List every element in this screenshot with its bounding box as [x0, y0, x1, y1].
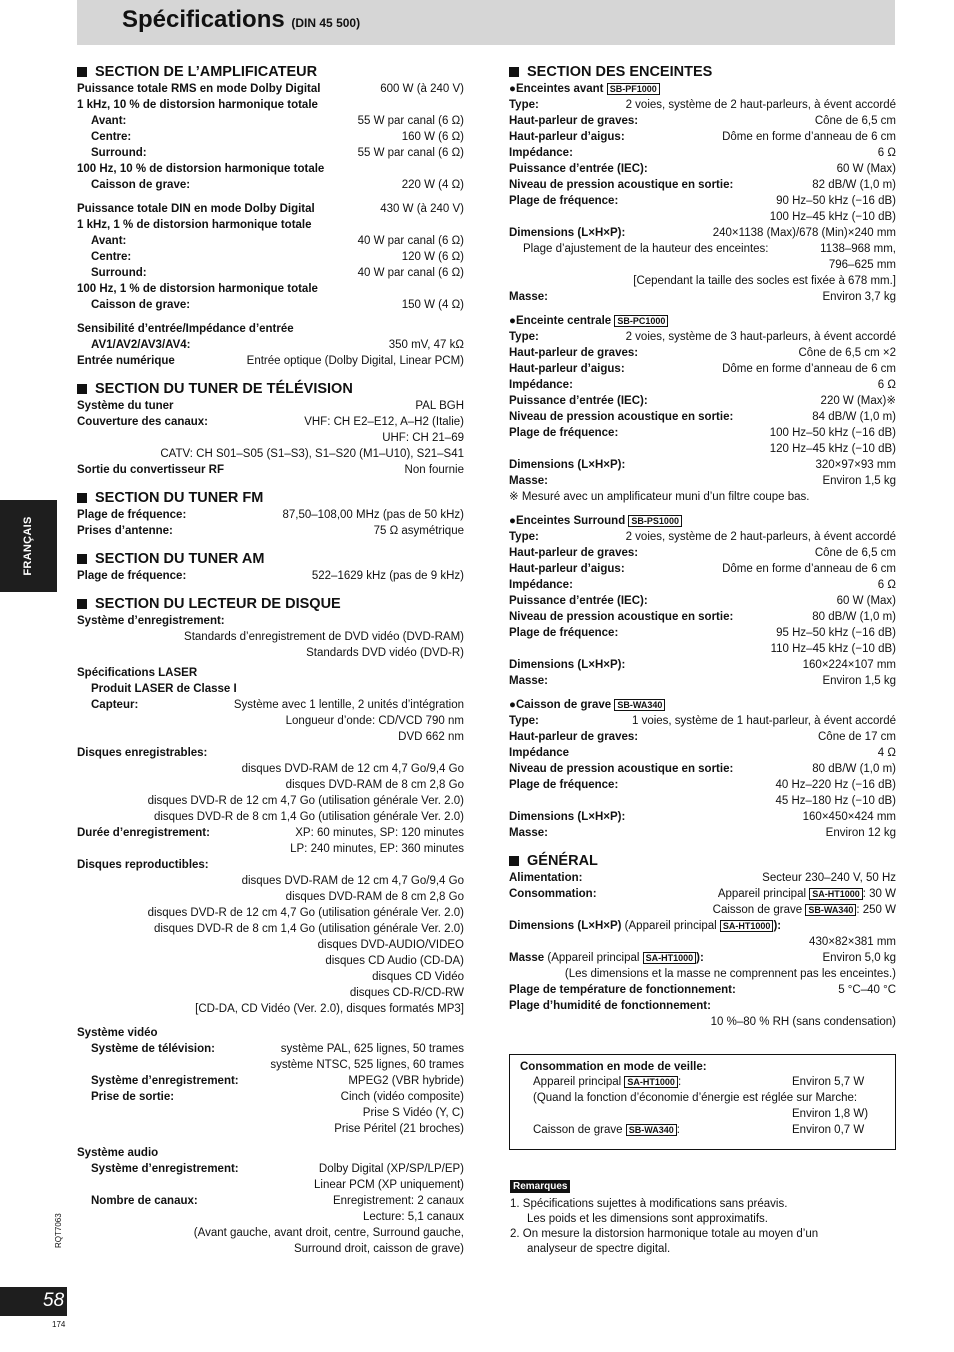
spec-row: Centre: 160 W (6 Ω) [91, 131, 464, 143]
language-tab [0, 500, 57, 592]
spec-value: Standards d’enregistrement de DVD vidéo (DVD-RAM) [184, 631, 464, 643]
spec-row: Caisson de grave: 220 W (4 Ω) [91, 179, 464, 191]
spec-row: Plage d’ajustement de la hauteur des enceintes: 1138–968 mm, [523, 243, 896, 255]
list-item: disques CD Audio (CD-DA) [325, 955, 464, 967]
list-item: disques DVD-RAM de 12 cm 4,7 Go/9,4 Go [241, 763, 464, 775]
spec-subheading: 1 kHz, 1 % de distorsion harmonique totale [77, 219, 312, 231]
footnote: ※ Mesuré avec un amplificateur muni d’un filtre coupe bas. [509, 491, 810, 503]
spec-row: Impédance: 6 Ω [509, 579, 896, 591]
spec-row: Type: 2 voies, système de 2 haut-parleurs, à évent accordé [509, 531, 896, 543]
spec-value: 10 %–80 % RH (sans condensation) [710, 1016, 896, 1028]
model-tag: SB-WA340 [805, 904, 856, 916]
spec-subheading: 100 Hz, 1 % de distorsion harmonique totale [77, 283, 318, 295]
page-number: 58 [43, 1290, 65, 1311]
spec-subheading: Disques enregistrables: [77, 747, 208, 759]
spec-subheading: Système vidéo [77, 1027, 158, 1039]
spec-row: Consommation: Appareil principal SA-HT1000 : 30 W [509, 888, 896, 900]
spec-value: 430×82×381 mm [809, 936, 896, 948]
spec-row: Type: 1 voies, système de 1 haut-parleur, à évent accordé [509, 715, 896, 727]
list-item: disques DVD-R de 8 cm 1,4 Go (utilisation générale Ver. 2.0) [153, 923, 464, 935]
spec-subheading: Système d’enregistrement: [77, 615, 225, 627]
model-tag: SA-HT1000 [809, 888, 863, 900]
spec-row: Nombre de canaux: Enregistrement: 2 canaux [91, 1195, 464, 1207]
spec-value: DVD 662 nm [398, 731, 464, 743]
list-item: disques DVD-RAM de 8 cm 2,8 Go [285, 779, 464, 791]
remarks-list [510, 1197, 818, 1257]
model-tag: SB-PS1000 [628, 515, 682, 527]
standby-main-label: Appareil principal SA-HT1000 : [533, 1076, 682, 1088]
spec-row: Dimensions (L×H×P): 320×97×93 mm [509, 459, 896, 471]
speaker-heading-center: ●Enceinte centrale SB-PC1000 [509, 313, 896, 329]
standby-eco-value: Environ 1,8 W) [792, 1108, 869, 1120]
spec-subheading: Disques reproductibles: [77, 859, 209, 871]
spec-row: Système d’enregistrement: MPEG2 (VBR hybride) [91, 1075, 464, 1087]
model-tag: SA-HT1000 [624, 1076, 678, 1088]
square-bullet-icon [509, 67, 519, 77]
spec-row: Niveau de pression acoustique en sortie: 82 dB/W (1,0 m) [509, 179, 896, 191]
standby-sub-label: Caisson de grave SB-WA340 : [533, 1124, 680, 1136]
section-heading-am-tuner: SECTION DU TUNER AM [77, 551, 464, 567]
spec-value: (Avant gauche, avant droit, centre, Surround gauche, [193, 1227, 464, 1239]
spec-row: Dimensions (L×H×P): 160×224×107 mm [509, 659, 896, 671]
spec-row: Haut-parleur de graves: Cône de 6,5 cm ×2 [509, 347, 896, 359]
spec-value: Prise S Vidéo (Y, C) [362, 1107, 464, 1119]
spec-row: Impédance 4 Ω [509, 747, 896, 759]
list-item: disques DVD-RAM de 12 cm 4,7 Go/9,4 Go [241, 875, 464, 887]
spec-row: Puissance totale DIN en mode Dolby Digital 430 W (à 240 V) [77, 203, 464, 215]
square-bullet-icon [77, 384, 87, 394]
spec-value: (Les dimensions et la masse ne comprennent pas les enceintes.) [564, 968, 896, 980]
spec-value: CATV: CH S01–S05 (S1–S3), S1–S20 (M1–U10), S21–S41 [160, 448, 464, 460]
spec-row: Impédance: 6 Ω [509, 379, 896, 391]
left-column [77, 60, 464, 1257]
spec-value: Surround droit, caisson de grave) [293, 1243, 464, 1255]
section-heading-speakers: SECTION DES ENCEINTES [509, 64, 896, 80]
model-tag: SB-WA340 [626, 1124, 677, 1136]
spec-row: Impédance: 6 Ω [509, 147, 896, 159]
spec-row: Système du tuner PAL BGH [77, 400, 464, 412]
page-title: Spécifications (DIN 45 500) [122, 6, 361, 33]
section-heading-fm-tuner: SECTION DU TUNER FM [77, 490, 464, 506]
list-item: disques DVD-AUDIO/VIDEO [317, 939, 464, 951]
spec-value: 796–625 mm [828, 259, 896, 271]
list-item: disques DVD-R de 8 cm 1,4 Go (utilisation générale Ver. 2.0) [153, 811, 464, 823]
spec-row: Plage de fréquence: 100 Hz–50 kHz (−16 dB) [509, 427, 896, 439]
doc-code: RQT7063 [54, 1213, 63, 1248]
spec-value: Linear PCM (XP uniquement) [314, 1179, 464, 1191]
spec-row: Masse (Appareil principal SA-HT1000 ): Environ 5,0 kg [509, 952, 896, 964]
spec-row: Alimentation: Secteur 230–240 V, 50 Hz [509, 872, 896, 884]
spec-value: Caisson de grave SB-WA340 : 250 W [712, 904, 896, 916]
remarks-label: Remarques [510, 1180, 570, 1193]
remark-item: analyseur de spectre digital. [527, 1243, 671, 1255]
spec-row: Plage de fréquence: 95 Hz–50 kHz (−16 dB) [509, 627, 896, 639]
spec-value: 120 Hz–45 kHz (−10 dB) [769, 443, 896, 455]
spec-row: Dimensions (L×H×P): 160×450×424 mm [509, 811, 896, 823]
spec-row: Plage de fréquence: 90 Hz–50 kHz (−16 dB) [509, 195, 896, 207]
square-bullet-icon [77, 67, 87, 77]
spec-subheading: 1 kHz, 10 % de distorsion harmonique totale [77, 99, 318, 111]
model-tag: SB-WA340 [614, 699, 665, 711]
square-bullet-icon [509, 856, 519, 866]
spec-value: Lecture: 5,1 canaux [362, 1211, 464, 1223]
model-tag: SA-HT1000 [720, 920, 774, 932]
spec-row: Couverture des canaux: VHF: CH E2–E12, A–H2 (Italie) [77, 416, 464, 428]
list-item: disques CD-R/CD-RW [349, 987, 464, 999]
header-bar [77, 0, 895, 45]
spec-row: Puissance d’entrée (IEC): 60 W (Max) [509, 163, 896, 175]
spec-subheading: Plage d’humidité de fonctionnement: [509, 1000, 711, 1012]
spec-subheading: Sensibilité d’entrée/Impédance d’entrée [77, 323, 294, 335]
section-heading-amplifier: SECTION DE L’AMPLIFICATEUR [77, 64, 464, 80]
spec-row: Type: 2 voies, système de 3 haut-parleurs, à évent accordé [509, 331, 896, 343]
spec-row: Capteur: Système avec 1 lentille, 2 unités d’intégration [91, 699, 464, 711]
list-item: disques DVD-R de 12 cm 4,7 Go (utilisation générale Ver. 2.0) [147, 907, 464, 919]
page-number-box [0, 1287, 67, 1316]
spec-row: Prises d’antenne: 75 Ω asymétrique [77, 525, 464, 537]
spec-row: Prise de sortie: Cinch (vidéo composite) [91, 1091, 464, 1103]
spec-value: Standards DVD vidéo (DVD-R) [306, 647, 464, 659]
spec-row: Entrée numérique Entrée optique (Dolby Digital, Linear PCM) [77, 355, 464, 367]
spec-row: Durée d’enregistrement: XP: 60 minutes, SP: 120 minutes [77, 827, 464, 839]
list-item: disques DVD-RAM de 8 cm 2,8 Go [285, 891, 464, 903]
right-column [509, 60, 896, 1030]
spec-row: Système de télévision: système PAL, 625 lignes, 50 trames [91, 1043, 464, 1055]
spec-subheading: Spécifications LASER [77, 667, 198, 679]
remark-item: Les poids et les dimensions sont approximatifs. [527, 1213, 768, 1225]
list-item: disques DVD-R de 12 cm 4,7 Go (utilisation générale Ver. 2.0) [147, 795, 464, 807]
spec-row: AV1/AV2/AV3/AV4: 350 mV, 47 kΩ [91, 339, 464, 351]
spec-row: Puissance totale RMS en mode Dolby Digital 600 W (à 240 V) [77, 83, 464, 95]
spec-value: [Cependant la taille des socles est fixée à 678 mm.] [633, 275, 896, 287]
spec-row: Puissance d’entrée (IEC): 220 W (Max)※ [509, 395, 896, 407]
spec-row: Dimensions (L×H×P): 240×1138 (Max)/678 (Min)×240 mm [509, 227, 896, 239]
spec-row: Avant: 55 W par canal (6 Ω) [91, 115, 464, 127]
list-item: [CD-DA, CD Vidéo (Ver. 2.0), disques formatés MP3] [195, 1003, 464, 1015]
spec-row: Avant: 40 W par canal (6 Ω) [91, 235, 464, 247]
spec-row: Haut-parleur de graves: Cône de 17 cm [509, 731, 896, 743]
section-heading-tv-tuner: SECTION DU TUNER DE TÉLÉVISION [77, 381, 464, 397]
spec-row: Centre: 120 W (6 Ω) [91, 251, 464, 263]
spec-row: Haut-parleur d’aigus: Dôme en forme d’anneau de 6 cm [509, 363, 896, 375]
spec-row: Plage de fréquence: 40 Hz–220 Hz (−16 dB) [509, 779, 896, 791]
spec-row: Puissance d’entrée (IEC): 60 W (Max) [509, 595, 896, 607]
spec-value: 110 Hz–45 kHz (−10 dB) [770, 643, 896, 655]
spec-row: Masse: Environ 1,5 kg [509, 675, 896, 687]
standby-title: Consommation en mode de veille: [520, 1061, 707, 1073]
spec-row: Plage de fréquence: 522–1629 kHz (pas de 9 kHz) [77, 570, 464, 582]
standby-consumption-box [509, 1054, 896, 1150]
spec-value: Prise Péritel (21 broches) [334, 1123, 464, 1135]
spec-value: système NTSC, 525 lignes, 60 trames [270, 1059, 464, 1071]
spec-label: Dimensions (L×H×P) (Appareil principal SA-HT1000 ): [509, 920, 782, 932]
spec-row: Niveau de pression acoustique en sortie: 80 dB/W (1,0 m) [509, 611, 896, 623]
speaker-heading-surround: ●Enceintes Surround SB-PS1000 [509, 513, 896, 529]
remark-item: 2. On mesure la distorsion harmonique totale au moyen d’un [510, 1228, 819, 1240]
sub-page-number: 174 [52, 1320, 66, 1329]
spec-subheading: Système audio [77, 1147, 159, 1159]
spec-row: Caisson de grave: 150 W (4 Ω) [91, 299, 464, 311]
standby-sub-value: Environ 0,7 W [792, 1124, 865, 1136]
square-bullet-icon [77, 554, 87, 564]
spec-row: Masse: Environ 1,5 kg [509, 475, 896, 487]
spec-row: Haut-parleur de graves: Cône de 6,5 cm [509, 115, 896, 127]
spec-row: Surround: 55 W par canal (6 Ω) [91, 147, 464, 159]
spec-row: Plage de température de fonctionnement: 5 °C–40 °C [509, 984, 896, 996]
spec-row: Haut-parleur d’aigus: Dôme en forme d’anneau de 6 cm [509, 131, 896, 143]
speaker-heading-subwoofer: ●Caisson de grave SB-WA340 [509, 697, 896, 713]
spec-row: Plage de fréquence: 87,50–108,00 MHz (pas de 50 kHz) [77, 509, 464, 521]
model-tag: SA-HT1000 [643, 952, 697, 964]
section-heading-general: GÉNÉRAL [509, 853, 896, 869]
spec-value: 100 Hz–45 kHz (−10 dB) [769, 211, 896, 223]
spec-row: Type: 2 voies, système de 2 haut-parleurs, à évent accordé [509, 99, 896, 111]
spec-row: Sortie du convertisseur RF Non fournie [77, 464, 464, 476]
standby-eco-label: (Quand la fonction d’économie d’énergie est réglée sur Marche: [533, 1092, 858, 1104]
list-item: disques CD Vidéo [372, 971, 464, 983]
spec-value: 45 Hz–180 Hz (−10 dB) [775, 795, 896, 807]
spec-row: Masse: Environ 3,7 kg [509, 291, 896, 303]
speaker-heading-front: ●Enceintes avant SB-PF1000 [509, 81, 896, 97]
spec-row: Niveau de pression acoustique en sortie: 84 dB/W (1,0 m) [509, 411, 896, 423]
model-tag: SB-PC1000 [614, 315, 668, 327]
spec-row: Masse: Environ 12 kg [509, 827, 896, 839]
section-heading-disc-player: SECTION DU LECTEUR DE DISQUE [77, 596, 464, 612]
remark-item: 1. Spécifications sujettes à modifications sans préavis. [510, 1198, 788, 1210]
spec-row: Système d’enregistrement: Dolby Digital (XP/SP/LP/EP) [91, 1163, 464, 1175]
standby-main-value: Environ 5,7 W [792, 1076, 865, 1088]
model-tag: SB-PF1000 [607, 83, 660, 95]
spec-value: LP: 240 minutes, EP: 360 minutes [290, 843, 464, 855]
spec-subheading: 100 Hz, 10 % de distorsion harmonique totale [77, 163, 325, 175]
spec-value: UHF: CH 21–69 [382, 432, 464, 444]
spec-row: Niveau de pression acoustique en sortie: 80 dB/W (1,0 m) [509, 763, 896, 775]
spec-value: Longueur d’onde: CD/VCD 790 nm [285, 715, 464, 727]
spec-row: Haut-parleur de graves: Cône de 6,5 cm [509, 547, 896, 559]
language-tab-label: FRANÇAIS [22, 516, 34, 576]
spec-row: Surround: 40 W par canal (6 Ω) [91, 267, 464, 279]
spec-row: Haut-parleur d’aigus: Dôme en forme d’anneau de 6 cm [509, 563, 896, 575]
square-bullet-icon [77, 493, 87, 503]
spec-subheading: Produit LASER de Classe I [91, 683, 237, 695]
square-bullet-icon [77, 599, 87, 609]
page-subtitle: (DIN 45 500) [291, 16, 361, 30]
